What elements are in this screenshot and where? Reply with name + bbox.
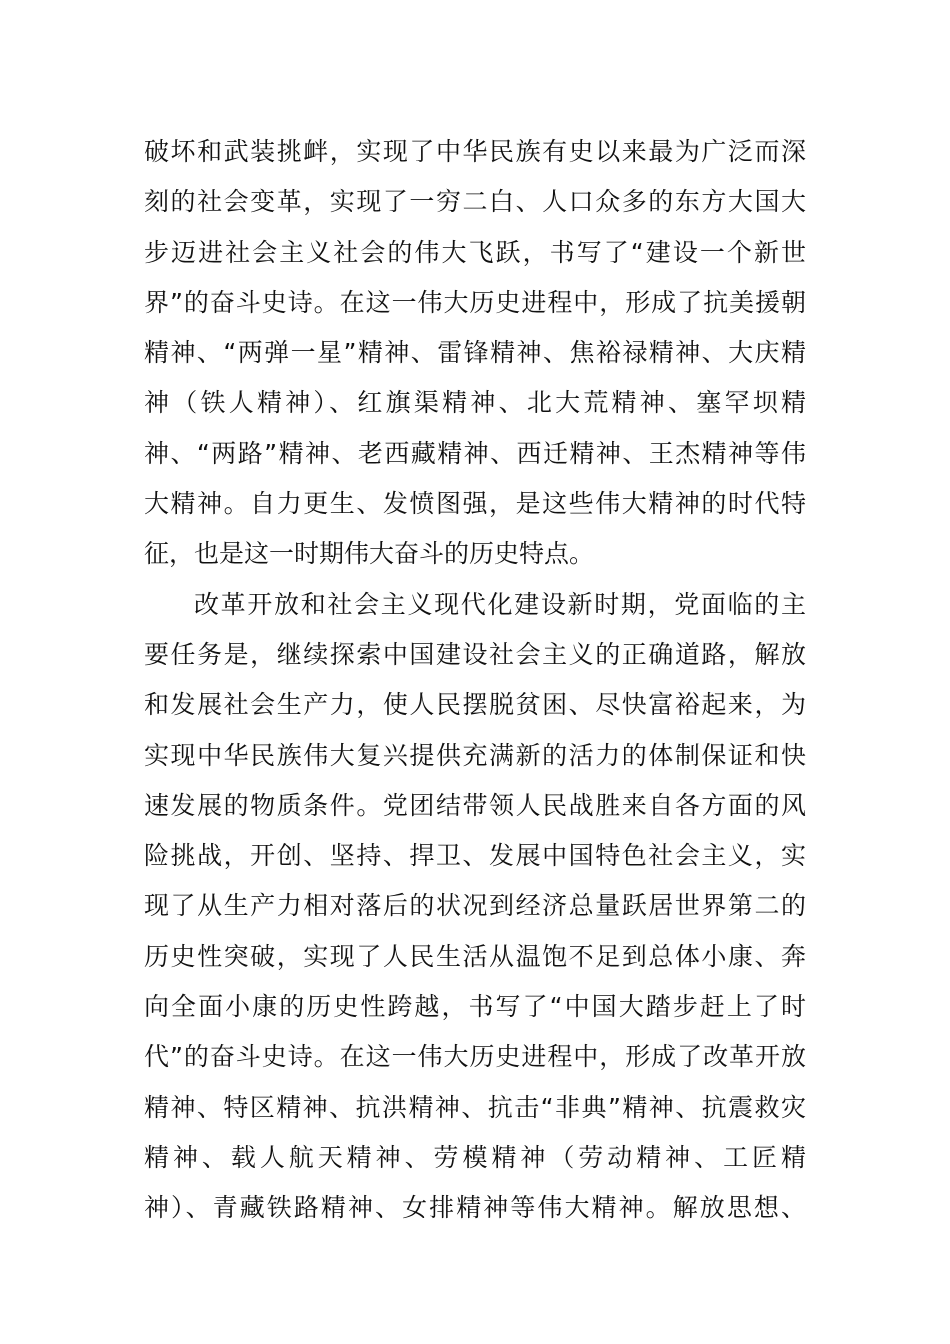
body-text bbox=[144, 127, 806, 1234]
text-line: 征，也是这一时期伟大奋斗的历史特点。 bbox=[144, 539, 595, 569]
text-line: 神）、青藏铁路精神、女排精神等伟大精神。解放思想、 bbox=[144, 1193, 806, 1223]
text-line: 精神、特区精神、抗洪精神、抗击“非典”精神、抗震救灾 bbox=[144, 1092, 806, 1122]
text-line: 现了从生产力相对落后的状况到经济总量跃居世界第二的 bbox=[144, 891, 806, 921]
text-line: 刻的社会变革，实现了一穷二白、人口众多的东方大国大 bbox=[144, 187, 806, 217]
text-line: 破坏和武装挑衅，实现了中华民族有史以来最为广泛而深 bbox=[144, 137, 806, 166]
text-line: 实现中华民族伟大复兴提供充满新的活力的体制保证和快 bbox=[144, 740, 806, 770]
text-line: 界”的奋斗史诗。在这一伟大历史进程中，形成了抗美援朝 bbox=[144, 287, 806, 317]
paragraph-2 bbox=[144, 580, 806, 1234]
paragraph-1 bbox=[144, 127, 806, 580]
text-line: 精神、载人航天精神、劳模精神（劳动精神、工匠精 bbox=[144, 1142, 806, 1172]
text-line: 神（铁人精神）、红旗渠精神、北大荒精神、塞罕坝精 bbox=[144, 388, 806, 418]
text-line: 速发展的物质条件。党团结带领人民战胜来自各方面的风 bbox=[144, 790, 806, 820]
text-line: 要任务是，继续探索中国建设社会主义的正确道路，解放 bbox=[144, 639, 806, 669]
text-line: 神、“两路”精神、老西藏精神、西迁精神、王杰精神等伟 bbox=[144, 438, 806, 468]
text-line: 代”的奋斗史诗。在这一伟大历史进程中，形成了改革开放 bbox=[144, 1042, 806, 1072]
text-line: 步迈进社会主义社会的伟大飞跃，书写了“建设一个新世 bbox=[144, 237, 806, 267]
text-line: 精神、“两弹一星”精神、雷锋精神、焦裕禄精神、大庆精 bbox=[144, 338, 806, 368]
text-line: 大精神。自力更生、发愤图强，是这些伟大精神的时代特 bbox=[144, 489, 806, 519]
text-line: 历史性突破，实现了人民生活从温饱不足到总体小康、奔 bbox=[144, 941, 806, 971]
text-line: 向全面小康的历史性跨越，书写了“中国大踏步赶上了时 bbox=[144, 992, 806, 1022]
text-line: 改革开放和社会主义现代化建设新时期，党面临的主 bbox=[194, 589, 806, 619]
text-line: 险挑战，开创、坚持、捍卫、发展中国特色社会主义，实 bbox=[144, 841, 806, 871]
text-line: 和发展社会生产力，使人民摆脱贫困、尽快富裕起来，为 bbox=[144, 690, 806, 720]
